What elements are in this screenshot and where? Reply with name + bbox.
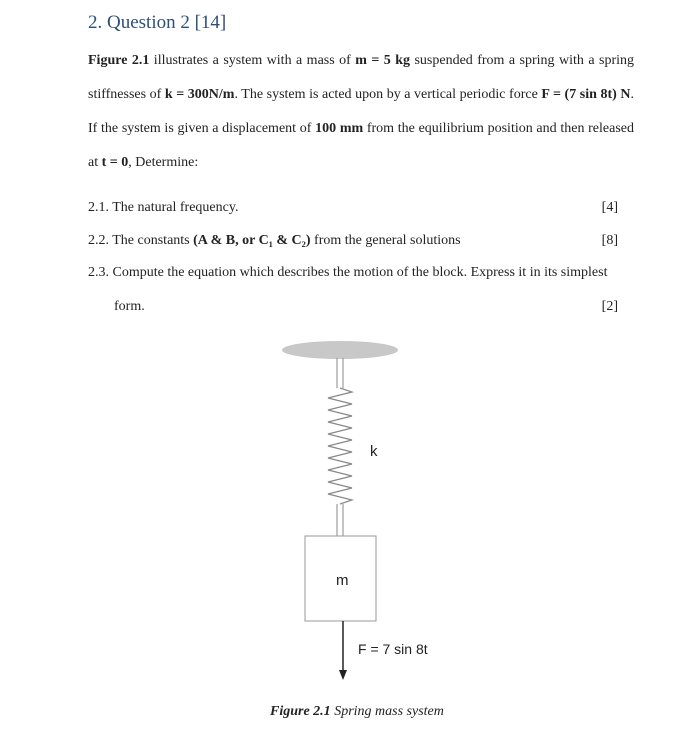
question-2-1: 2.1. The natural frequency. [4] <box>88 198 634 218</box>
mass-equation: m = 5 kg <box>355 53 411 68</box>
question-heading: 2. Question 2 [14] <box>88 12 227 33</box>
mass-label: m <box>336 572 349 589</box>
caption-ref: Figure 2.1 <box>270 704 331 719</box>
ceiling-support <box>282 341 398 359</box>
marks-2-3: [2] <box>601 299 618 314</box>
spring-label: k <box>370 443 378 460</box>
stiffness-equation: k = 300N/m <box>164 87 235 102</box>
problem-statement: Figure 2.1 illustrates a system with a mass of m = 5 kg suspended from a spring with a spring stiffnesses of k = 300N/m. The system is acted upon by a vertical periodic force F = (7 sin 8t) N. If the system is given a displacement of 100 mm from the equilibrium position and then released at t = 0, Determine: <box>88 53 635 170</box>
constants-label: (A & B, or C₁ & C₂) <box>193 233 311 248</box>
force-arrow-head <box>339 670 347 680</box>
force-equation: F = (7 sin 8t) N <box>541 87 631 102</box>
figure-caption: Figure 2.1 Spring mass system <box>270 704 444 719</box>
time-equation: t = 0 <box>101 155 129 170</box>
spring-coil <box>328 388 352 504</box>
force-label: F = 7 sin 8t <box>358 641 428 657</box>
question-2-3: 2.3. Compute the equation which describes the motion of the block. Express it in its simplest form. [2] <box>88 256 634 324</box>
figure-reference: Figure 2.1 <box>88 53 150 68</box>
marks-2-2: [8] <box>601 233 618 248</box>
question-2-2: 2.2. The constants (A & B, or C₁ & C₂) from the general solutions [8] <box>88 231 634 251</box>
marks-2-1: [4] <box>601 200 618 215</box>
displacement-value: 100 mm <box>315 121 364 136</box>
